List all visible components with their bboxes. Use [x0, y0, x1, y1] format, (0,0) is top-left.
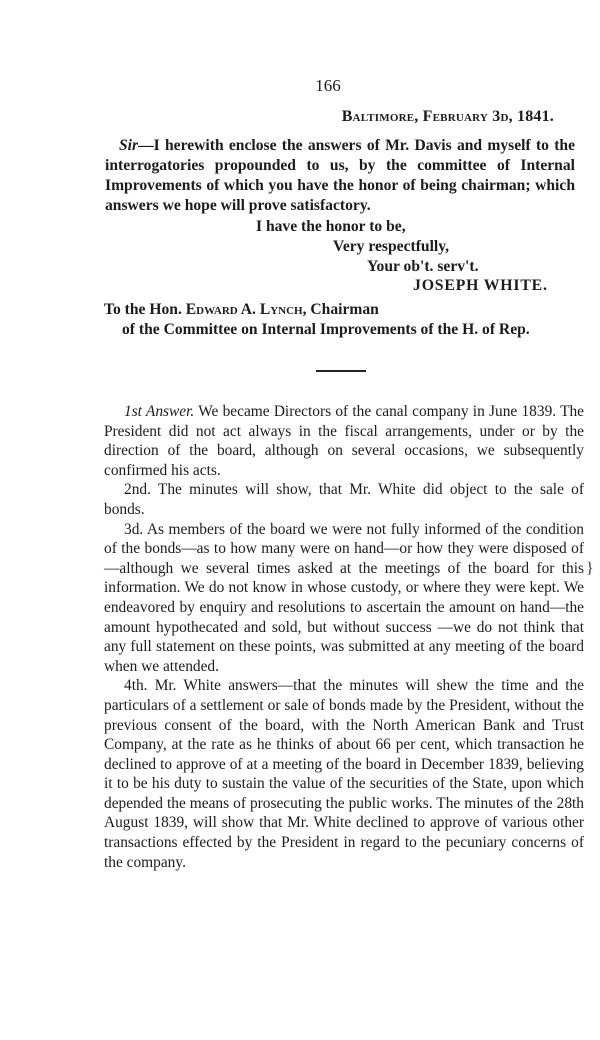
closing-line-1: I have the honor to be,	[256, 218, 406, 235]
signature: JOSEPH WHITE.	[413, 277, 548, 294]
addressee-line-2: of the Committee on Internal Improvements of the H. of Rep.	[122, 321, 530, 338]
addressee-suffix: Chairman	[306, 301, 379, 318]
answer-paragraph	[104, 676, 584, 872]
answer-paragraph	[104, 480, 584, 519]
section-divider	[316, 370, 366, 372]
addressee-name: Edward A. Lynch,	[185, 301, 307, 318]
margin-brace-mark: }	[586, 560, 594, 577]
answer-text: The minutes will show, that Mr. White did object to the sale of bonds.	[104, 481, 584, 518]
addressee-line-1	[104, 300, 530, 320]
letter-paragraph	[105, 136, 575, 216]
addressee-prefix: To the Hon.	[104, 301, 182, 318]
answer-label: 4th.	[124, 677, 148, 695]
answers-section	[104, 402, 584, 872]
answer-text: Mr. White answers—that the minutes will shew the time and the particulars of a settlement or sale of bonds made by the President, without the previous consent of the board, with the North American Bank and Trust Company, at the rate as he thinks of about 66 per cent, which transaction he declined to approve of at a meeting of the board in December 1839, believing it to be his duty to sustain the value of the securities of the State, upon which depended the means of prosecuting the public works. The minutes of the 28th August 1839, will show that Mr. White declined to approve of various other transactions effected by the President in regard to the pecuniary concerns of the company.	[104, 677, 584, 871]
answer-text: As members of the board we were not fully informed of the condition of the bonds—as to how many were on hand—or how they were disposed of—although we several times asked at the meetings of the board for this information. We do not know in whose custody, or where they were kept. We endeavored by enquiry and resolutions to ascertain the amount on hand—the amount hypothecated and sold, but without success —we do not think that any full statement on these points, was submitted at any meeting of the board when we attended.	[104, 520, 584, 675]
page-number: 166	[315, 76, 341, 95]
cover-letter	[105, 136, 575, 216]
letter-body: —I herewith enclose the answers of Mr. Davis and myself to the interrogatories propounded to us, by the committee of Internal Improvements of which you have the honor of being chairman; which answers we hope will prove satisfactory.	[105, 137, 575, 214]
addressee-block	[104, 300, 530, 340]
answer-label: 2nd.	[124, 481, 151, 499]
answer-label: 3d.	[124, 520, 144, 538]
dateline	[342, 108, 554, 126]
dateline-text: Baltimore, February 3d, 1841.	[341, 108, 554, 125]
salutation: Sir	[119, 137, 139, 154]
answer-label: 1st Answer.	[124, 403, 195, 420]
answer-text: We became Directors of the canal company in June 1839. The President did not act always in the fiscal arrangements, under or by the direction of the board, although on several occasions, we subsequently confirmed his acts.	[104, 403, 585, 479]
answer-paragraph	[104, 520, 584, 677]
closing-line-2: Very respectfully,	[333, 238, 450, 255]
closing-line-3: Your ob't. serv't.	[367, 258, 479, 275]
answer-paragraph	[104, 402, 584, 480]
